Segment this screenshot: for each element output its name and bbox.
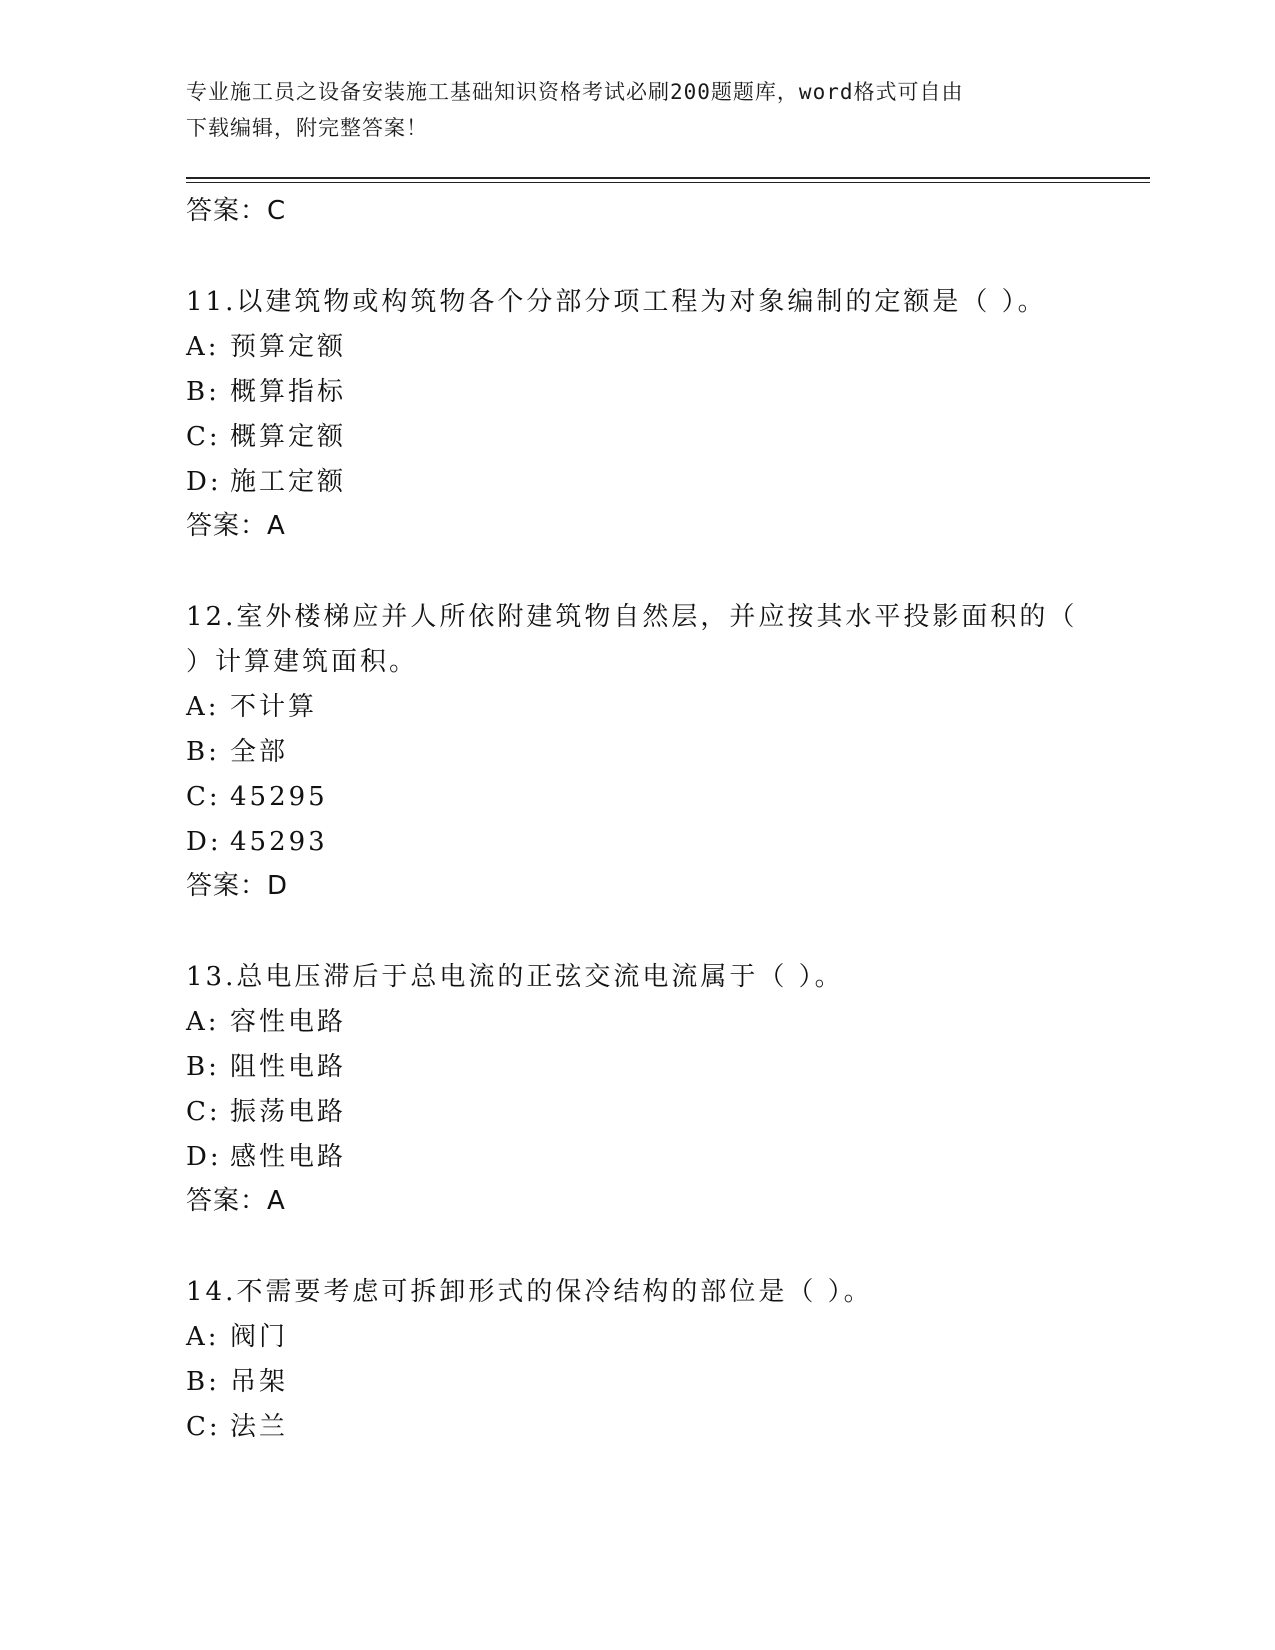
option-text: 振荡电路: [230, 1097, 347, 1127]
spacer: [186, 235, 1086, 280]
answer-value: D: [267, 871, 289, 901]
option-key: B:: [186, 1367, 220, 1397]
option-text: 概算指标: [230, 377, 347, 407]
question-list: [186, 190, 1086, 1450]
option-text: 阀门: [230, 1322, 289, 1352]
option-a: [186, 1315, 1086, 1360]
option-key: C:: [186, 1097, 221, 1127]
spacer: [186, 1225, 1086, 1270]
option-key: A:: [186, 1007, 220, 1037]
option-key: B:: [186, 737, 220, 767]
option-key: D:: [186, 1142, 222, 1172]
option-b: [186, 370, 1086, 415]
option-key: C:: [186, 422, 221, 452]
option-text: 概算定额: [230, 422, 347, 452]
answer-label: 答案：: [186, 871, 268, 901]
header-rule-thin: [186, 182, 1150, 183]
option-b: [186, 1045, 1086, 1090]
option-key: C:: [186, 782, 221, 812]
option-text: 阻性电路: [230, 1052, 347, 1082]
question-block: [186, 1270, 1086, 1450]
option-text: 全部: [230, 737, 289, 767]
option-b: [186, 1360, 1086, 1405]
answer-label: 答案：: [186, 1186, 268, 1216]
option-key: A:: [186, 1322, 220, 1352]
answer-value: A: [267, 1186, 286, 1216]
question-block: [186, 955, 1086, 1225]
question-stem: 11.以建筑物或构筑物各个分部分项工程为对象编制的定额是（ ）。: [186, 287, 1047, 317]
option-key: B:: [186, 377, 220, 407]
option-text: 吊架: [230, 1367, 289, 1397]
option-text: 预算定额: [230, 332, 347, 362]
question-stem: 13.总电压滞后于总电流的正弦交流电流属于（ ）。: [186, 962, 844, 992]
question-stem-line-1: 12.室外楼梯应并人所依附建筑物自然层，并应按其水平投影面积的（: [186, 602, 1078, 632]
spacer: [186, 910, 1086, 955]
option-text: 法兰: [230, 1412, 289, 1442]
option-key: C:: [186, 1412, 221, 1442]
answer-line: [186, 505, 1086, 550]
option-key: A:: [186, 332, 220, 362]
question-stem-line-2: ）计算建筑面积。: [186, 647, 419, 677]
option-a: [186, 685, 1086, 730]
option-text: 45295: [230, 782, 328, 812]
option-key: A:: [186, 692, 220, 722]
header-title-line-1: 专业施工员之设备安装施工基础知识资格考试必刷200题题库，word格式可自由: [186, 80, 964, 104]
question-block: [186, 280, 1086, 550]
header-title-line-2: 下载编辑，附完整答案！: [186, 116, 428, 140]
option-key: B:: [186, 1052, 220, 1082]
answer-line: [186, 1180, 1086, 1225]
answer-value: A: [267, 511, 286, 541]
header-rule-thick: [186, 177, 1150, 179]
option-c: [186, 775, 1086, 820]
answer-label: 答案：: [186, 511, 268, 541]
spacer: [186, 550, 1086, 595]
answer-line: [186, 190, 1086, 235]
option-c: [186, 1090, 1086, 1135]
option-text: 不计算: [230, 692, 318, 722]
document-header: [186, 74, 1076, 146]
answer-line: [186, 865, 1086, 910]
option-text: 施工定额: [230, 467, 347, 497]
option-key: D:: [186, 827, 222, 857]
question-stem: 14.不需要考虑可拆卸形式的保冷结构的部位是（ ）。: [186, 1277, 873, 1307]
question-block: [186, 595, 1086, 910]
option-c: [186, 415, 1086, 460]
option-a: [186, 325, 1086, 370]
answer-label: 答案：: [186, 196, 268, 226]
option-text: 感性电路: [230, 1142, 347, 1172]
option-d: [186, 820, 1086, 865]
option-text: 45293: [230, 827, 328, 857]
option-b: [186, 730, 1086, 775]
option-a: [186, 1000, 1086, 1045]
option-d: [186, 460, 1086, 505]
option-text: 容性电路: [230, 1007, 347, 1037]
option-c: [186, 1405, 1086, 1450]
option-d: [186, 1135, 1086, 1180]
answer-value: C: [267, 196, 287, 226]
option-key: D:: [186, 467, 222, 497]
